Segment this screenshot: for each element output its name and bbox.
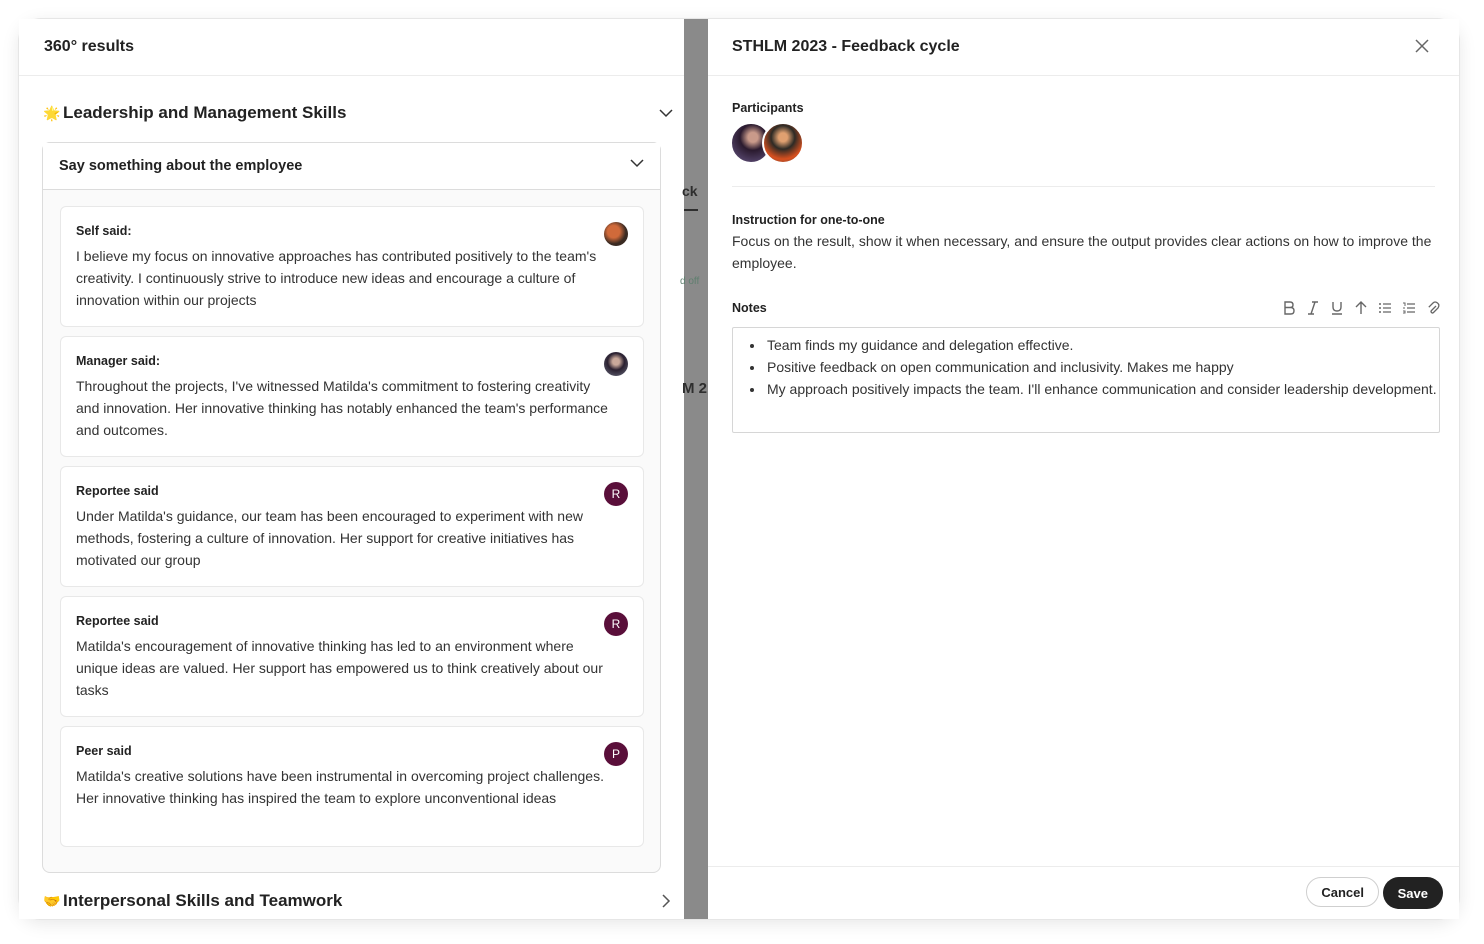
section-title: Leadership and Management Skills — [63, 103, 347, 122]
section-leadership[interactable] — [43, 103, 680, 123]
results-title: 360° results — [19, 19, 684, 76]
answer-author: Reportee said — [76, 484, 159, 498]
notes-label: Notes — [732, 301, 767, 315]
answer-card — [60, 466, 644, 587]
handshake-emoji-icon: 🤝 — [43, 892, 61, 909]
answer-text: I believe my focus on innovative approaches has contributed positively to the team's creativity. I continuously strive to introduce new ideas and encourage a culture of innovation within our projects — [76, 248, 597, 308]
modal-overlay[interactable] — [680, 19, 708, 919]
answer-text: Matilda's encouragement of innovative thinking has led to an environment where unique ideas are valued. Her support has empowered us to think creatively about our tasks — [76, 638, 603, 698]
divider — [732, 186, 1435, 187]
arrow-up-icon[interactable] — [1353, 300, 1369, 316]
notes-editor[interactable] — [732, 327, 1440, 433]
answer-text: Matilda's creative solutions have been instrumental in overcoming project challenges. Her innovative thinking has inspired the team to explore unconventional ideas — [76, 768, 604, 806]
answer-card — [60, 336, 644, 457]
answer-author: Reportee said — [76, 614, 159, 628]
answer-author: Peer said — [76, 744, 132, 758]
answer-text: Under Matilda's guidance, our team has been encouraged to experiment with new methods, fostering a culture of innovation. Her support for creative initiatives has motivated our group — [76, 508, 583, 568]
participant-avatar[interactable] — [762, 122, 804, 164]
note-item: • My approach positively impacts the team. I'll enhance communication and consider leadership development. — [765, 378, 1439, 400]
avatar: P — [604, 742, 628, 766]
participants-label: Participants — [732, 101, 804, 115]
italic-icon[interactable] — [1305, 300, 1321, 316]
cancel-button[interactable]: Cancel — [1306, 877, 1379, 907]
bold-icon[interactable] — [1281, 300, 1297, 316]
answer-card — [60, 596, 644, 717]
notes-list — [733, 328, 1439, 400]
drawer-title: STHLM 2023 - Feedback cycle — [732, 38, 960, 55]
attachment-icon[interactable] — [1425, 300, 1441, 316]
section-interpersonal[interactable] — [43, 891, 680, 911]
avatar — [604, 352, 628, 376]
note-item: • Positive feedback on open communication and inclusivity. Makes me happy — [765, 356, 1439, 378]
answer-text: Throughout the projects, I've witnessed Matilda's commitment to fostering creativity and innovation. Her innovative thinking has notably enhanced the team's performance and outcomes. — [76, 378, 608, 438]
background-tab-fragment: ck — [682, 183, 698, 199]
results-panel — [19, 19, 684, 919]
question-title: Say something about the employee — [59, 158, 303, 174]
background-badge-fragment: d off — [680, 276, 700, 287]
answer-author: Manager said: — [76, 354, 161, 368]
chevron-down-icon[interactable] — [630, 156, 644, 172]
avatar — [604, 222, 628, 246]
note-item: • Team finds my guidance and delegation effective. — [765, 334, 1439, 356]
app-window — [19, 19, 1459, 919]
avatar: R — [604, 612, 628, 636]
section-title: Interpersonal Skills and Teamwork — [63, 891, 343, 910]
answer-author: Self said: — [76, 224, 132, 238]
feedback-drawer — [708, 19, 1459, 919]
answer-card — [60, 726, 644, 847]
bullet-list-icon[interactable] — [1377, 300, 1393, 316]
numbered-list-icon[interactable] — [1401, 300, 1417, 316]
save-button[interactable]: Save — [1383, 877, 1443, 909]
close-icon[interactable] — [1415, 39, 1429, 58]
drawer-footer — [708, 866, 1459, 920]
star-emoji-icon: 🌟 — [43, 104, 61, 121]
chevron-down-icon[interactable] — [658, 103, 674, 123]
instruction-text: Focus on the result, show it when necessary, and ensure the output provides clear actions on how to improve the employee. — [732, 233, 1432, 271]
question-accordion — [42, 142, 661, 873]
answer-card — [60, 206, 644, 327]
drawer-header — [708, 19, 1459, 76]
underline-icon[interactable] — [1329, 300, 1345, 316]
editor-toolbar — [1281, 300, 1441, 316]
question-header[interactable] — [43, 143, 660, 190]
background-title-fragment: M 2 — [682, 380, 708, 397]
background-tab-underline — [684, 209, 698, 211]
avatar: R — [604, 482, 628, 506]
chevron-right-icon[interactable] — [658, 891, 674, 911]
instruction-label: Instruction for one-to-one — [732, 213, 885, 227]
